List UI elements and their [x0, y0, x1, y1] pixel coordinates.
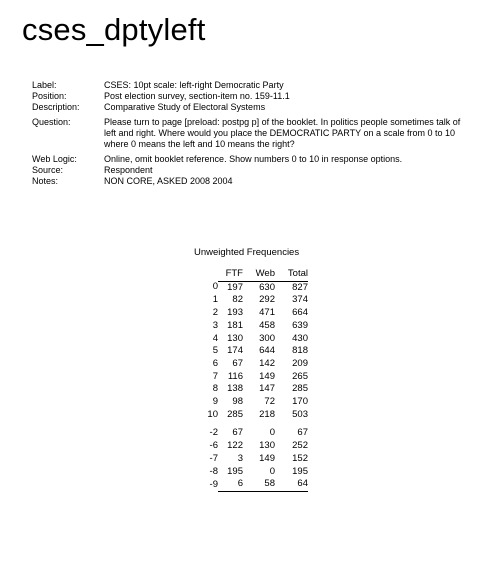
meta-key: Label: — [32, 80, 57, 90]
cell-web: 72 — [264, 396, 275, 408]
missing-responses — [198, 421, 308, 491]
cell-ftf: 130 — [227, 332, 243, 344]
table-row — [198, 427, 308, 440]
meta-value: Please turn to page [preload: postpg p] of the booklet. In politics people sometimes talk of left and right. Where would you place the DEMOCRATIC PARTY on a scale from 0 to 10 where 0 means the left and 10 means the right? — [104, 117, 461, 149]
row-code: 7 — [212, 370, 218, 382]
cell-web: 644 — [259, 345, 275, 357]
cell-web: 130 — [259, 440, 275, 452]
meta-row-label — [32, 80, 462, 91]
meta-row-description — [32, 102, 462, 113]
cell-ftf: 82 — [232, 294, 243, 306]
row-code: 0 — [212, 281, 218, 293]
page-title: cses_dptyleft — [22, 12, 206, 47]
cell-ftf: 67 — [232, 357, 243, 369]
cell-total: 503 — [292, 408, 308, 420]
table-row — [198, 478, 308, 491]
meta-row-question — [32, 117, 462, 150]
meta-key: Position: — [32, 91, 67, 101]
meta-value: Respondent — [104, 165, 153, 175]
table-row — [198, 294, 308, 307]
cell-ftf: 174 — [227, 345, 243, 357]
row-code: -6 — [209, 440, 218, 452]
cell-total: 170 — [292, 396, 308, 408]
column-header-ftf: FTF — [218, 268, 243, 281]
table-row — [198, 358, 308, 371]
meta-row-position — [32, 91, 462, 102]
table-row — [198, 333, 308, 346]
meta-row-source — [32, 165, 462, 176]
row-code: 9 — [212, 396, 218, 408]
cell-total: 285 — [292, 383, 308, 395]
cell-ftf: 193 — [227, 307, 243, 319]
cell-ftf: 285 — [227, 408, 243, 420]
table-row — [198, 345, 308, 358]
meta-key: Source: — [32, 165, 64, 175]
table-row — [198, 409, 308, 422]
row-code: -8 — [209, 465, 218, 477]
row-code: -7 — [209, 452, 218, 464]
cell-web: 300 — [259, 332, 275, 344]
cell-web: 630 — [259, 281, 275, 293]
table-row — [198, 396, 308, 409]
frequencies-title: Unweighted Frequencies — [194, 247, 300, 258]
cell-web: 147 — [259, 383, 275, 395]
row-code: 3 — [212, 319, 218, 331]
cell-ftf: 116 — [227, 370, 243, 382]
cell-total: 67 — [297, 427, 308, 439]
cell-total: 252 — [292, 440, 308, 452]
cell-ftf: 6 — [218, 478, 243, 491]
table-row — [198, 307, 308, 320]
table-row — [198, 453, 308, 466]
frequency-table — [198, 268, 308, 492]
column-header-total: Total — [275, 268, 308, 281]
table-row — [198, 371, 308, 384]
column-header-code — [198, 268, 218, 281]
cell-total: 818 — [292, 345, 308, 357]
row-code: 8 — [212, 383, 218, 395]
meta-value: NON CORE, ASKED 2008 2004 — [104, 176, 233, 186]
cell-web: 149 — [259, 370, 275, 382]
row-code: 1 — [212, 294, 218, 306]
table-row — [198, 281, 308, 294]
cell-web: 58 — [243, 478, 275, 491]
cell-ftf: 181 — [227, 319, 243, 331]
row-code: 6 — [212, 357, 218, 369]
meta-value: Post election survey, section-item no. 159-11.1 — [104, 91, 290, 101]
meta-value: Online, omit booklet reference. Show numbers 0 to 10 in response options. — [104, 154, 403, 164]
meta-value: Comparative Study of Electoral Systems — [104, 102, 266, 112]
cell-total: 64 — [275, 478, 308, 491]
cell-total: 430 — [292, 332, 308, 344]
cell-total: 265 — [292, 370, 308, 382]
valid-responses — [198, 281, 308, 421]
cell-total: 664 — [292, 307, 308, 319]
table-row — [198, 320, 308, 333]
cell-ftf: 197 — [227, 281, 243, 293]
table-row — [198, 383, 308, 396]
cell-total: 374 — [292, 294, 308, 306]
cell-web: 0 — [269, 465, 275, 477]
meta-row-web-logic — [32, 154, 462, 165]
cell-ftf: 98 — [232, 396, 243, 408]
cell-web: 458 — [259, 319, 275, 331]
row-code: 5 — [212, 345, 218, 357]
column-header-web: Web — [243, 268, 275, 281]
cell-total: 827 — [292, 281, 308, 293]
cell-total: 209 — [292, 357, 308, 369]
cell-web: 149 — [259, 452, 275, 464]
cell-ftf: 67 — [232, 427, 243, 439]
cell-web: 471 — [259, 307, 275, 319]
table-row — [198, 466, 308, 479]
table-row — [198, 440, 308, 453]
cell-web: 292 — [259, 294, 275, 306]
row-code: 10 — [207, 408, 218, 420]
cell-ftf: 195 — [227, 465, 243, 477]
row-code: -2 — [209, 427, 218, 439]
meta-key: Description: — [32, 102, 80, 112]
meta-value: CSES: 10pt scale: left-right Democratic Party — [104, 80, 284, 90]
row-code: 2 — [212, 307, 218, 319]
cell-web: 0 — [269, 427, 275, 439]
cell-total: 152 — [292, 452, 308, 464]
meta-row-notes — [32, 176, 462, 187]
cell-web: 142 — [259, 357, 275, 369]
row-code: -9 — [209, 478, 218, 490]
cell-total: 195 — [292, 465, 308, 477]
cell-ftf: 122 — [227, 440, 243, 452]
cell-web: 218 — [259, 408, 275, 420]
meta-key: Notes: — [32, 176, 59, 186]
variable-metadata — [32, 80, 462, 187]
row-code: 4 — [212, 332, 218, 344]
cell-ftf: 3 — [237, 452, 243, 464]
meta-key: Question: — [32, 117, 71, 127]
cell-ftf: 138 — [227, 383, 243, 395]
meta-key: Web Logic: — [32, 154, 77, 164]
cell-total: 639 — [292, 319, 308, 331]
